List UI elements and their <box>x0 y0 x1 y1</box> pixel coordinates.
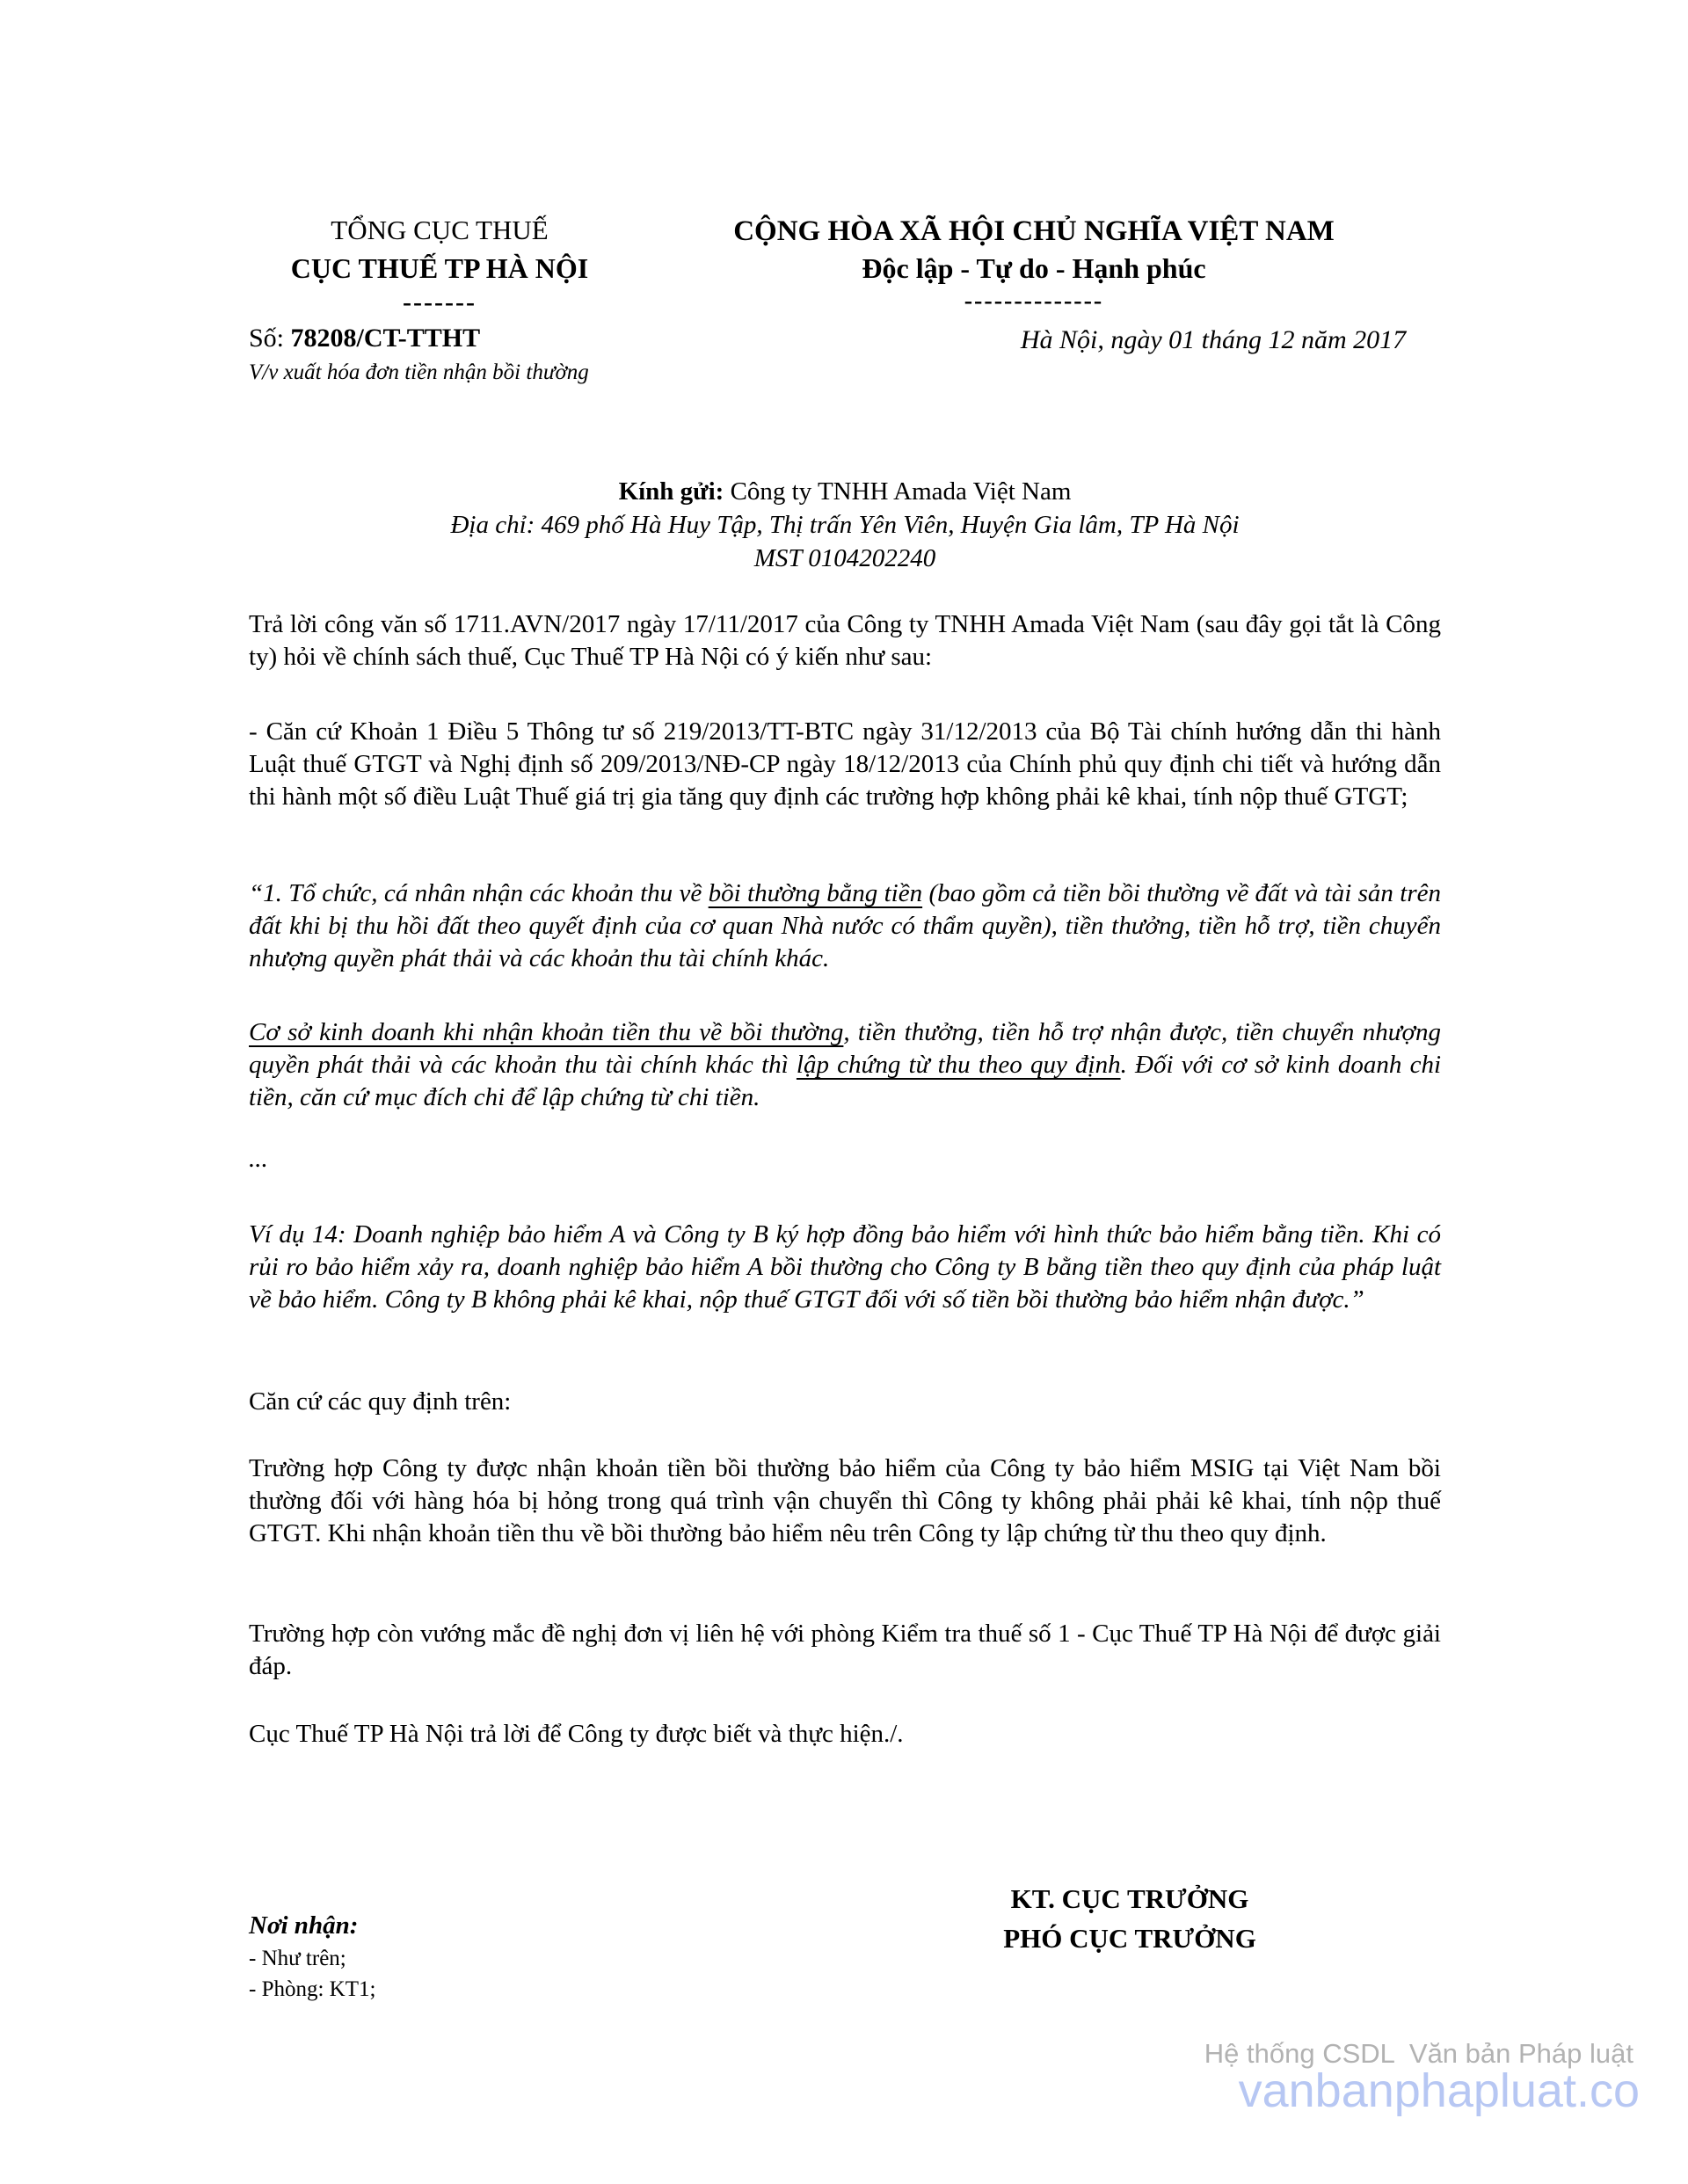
issuer-agency-name: CỤC THUẾ TP HÀ NỘI <box>290 252 589 284</box>
quote2-underlined-1: Cơ sở kinh doanh khi nhận khoản tiền thu về bồi thường <box>249 1018 844 1046</box>
national-divider: -------------- <box>964 288 1104 315</box>
recipients-block <box>249 1908 375 2005</box>
quote1-post: (bao gồm cả tiền bồi thường về đất và tài sản trên đất khi bị thu hồi đất theo quyết định của cơ quan Nhà nước có thẩm quyền), tiền thưởng, tiền hỗ trợ, tiền chuyển nhượng quyền phát thải và các khoản thu tài chính khác. <box>249 879 1441 972</box>
issuer-divider: ------- <box>403 288 477 317</box>
document-dateline: Hà Nội, ngày 01 tháng 12 năm 2017 <box>1020 325 1407 354</box>
paragraph-quote-1 <box>249 877 1441 975</box>
paragraph-legal-basis: - Căn cứ Khoản 1 Điều 5 Thông tư số 219/2013/TT-BTC ngày 31/12/2013 của Bộ Tài chính hướng dẫn thi hành Luật thuế GTGT và Nghị định số 209/2013/NĐ-CP ngày 18/12/2013 của Chính phủ quy định chi tiết và hướng dẫn thi hành một số điều Luật Thuế giá trị gia tăng quy định các trường hợp không phải kê khai, tính nộp thuế GTGT; <box>249 717 1441 811</box>
quote2-post: . Đối với cơ sở kinh doanh chi tiền, căn cứ mục đích chi để lập chứng từ chi tiền. <box>249 1051 1442 1111</box>
signature-title-2: PHÓ CỤC TRƯỞNG <box>1003 1923 1256 1954</box>
watermark-site-url: vanbanphapluat.co <box>1238 2064 1640 2117</box>
national-motto-slogan: Độc lập - Tự do - Hạnh phúc <box>862 252 1206 284</box>
quote1-pre: “1. Tổ chức, cá nhân nhận các khoản thu về <box>249 879 709 907</box>
document-number <box>249 322 480 355</box>
document-subject: V/v xuất hóa đơn tiền nhận bồi thường <box>249 360 589 384</box>
addressee-company-name: Công ty TNHH Amada Việt Nam <box>730 477 1072 506</box>
paragraph-based-on-rules: Căn cứ các quy định trên: <box>249 1387 512 1416</box>
addressee-salutation <box>249 475 1441 508</box>
national-motto-country: CỘNG HÒA XÃ HỘI CHỦ NGHĨA VIỆT NAM <box>733 215 1335 247</box>
document-number-label: Số: <box>249 324 291 353</box>
signature-block <box>910 1882 1350 1956</box>
issuer-header <box>211 214 668 317</box>
quote2-underlined-2: lập chứng từ thu theo quy định <box>796 1051 1121 1079</box>
paragraph-closing: Cục Thuế TP Hà Nội trả lời để Công ty được biết và thực hiện./. <box>249 1720 904 1748</box>
paragraph-example-14: Ví dụ 14: Doanh nghiệp bảo hiểm A và Công ty B ký hợp đồng bảo hiểm với hình thức bảo hiểm bằng tiền. Khi có rủi ro bảo hiểm xảy ra, doanh nghiệp bảo hiểm A bồi thường cho Công ty B bằng tiền theo quy định của pháp luật về bảo hiểm. Công ty B không phải kê khai, nộp thuế GTGT đối với số tiền bồi thường bảo hiểm nhận được.” <box>249 1220 1441 1314</box>
addressee-address: Địa chỉ: 469 phố Hà Huy Tập, Thị trấn Yên Viên, Huyện Gia lâm, TP Hà Nội <box>450 511 1240 539</box>
paragraph-reply-intro: Trả lời công văn số 1711.AVN/2017 ngày 17/11/2017 của Công ty TNHH Amada Việt Nam (sau đây gọi tắt là Công ty) hỏi về chính sách thuế, Cục Thuế TP Hà Nội có ý kiến như sau: <box>249 610 1441 671</box>
watermark-csdl-text: Hệ thống CSDL <box>1204 2038 1395 2069</box>
paragraph-contact-info: Trường hợp còn vướng mắc đề nghị đơn vị liên hệ với phòng Kiểm tra thuế số 1 - Cục Thuế TP Hà Nội để được giải đáp. <box>249 1620 1441 1680</box>
addressee-salutation-label: Kính gửi: <box>618 477 731 506</box>
quote2-mid: , tiền thưởng, tiền hỗ trợ nhận được, tiền chuyển nhượng quyền phát thải và các khoản thu tài chính khác thì <box>249 1018 1441 1079</box>
paragraph-ellipsis: ... <box>249 1145 268 1173</box>
paragraph-conclusion-msig: Trường hợp Công ty được nhận khoản tiền bồi thường bảo hiểm của Công ty bảo hiểm MSIG tại Việt Nam bồi thường đối với hàng hóa bị hỏng trong quá trình vận chuyển thì Công ty không phải phải kê khai, tính nộp thuế GTGT. Khi nhận khoản tiền thu về bồi thường bảo hiểm nêu trên Công ty lập chứng từ thu theo quy định. <box>249 1454 1441 1547</box>
national-header <box>721 214 1347 316</box>
signature-title-1: KT. CỤC TRƯỞNG <box>1010 1883 1249 1914</box>
paragraph-quote-2 <box>249 1016 1441 1114</box>
issuer-parent-agency: TỔNG CỤC THUẾ <box>331 215 549 245</box>
document-number-value: 78208/CT-TTHT <box>290 324 481 353</box>
recipients-label: Nơi nhận: <box>249 1911 359 1940</box>
quote1-underlined: bồi thường bằng tiền <box>708 879 923 907</box>
recipients-item-2: - Phòng: KT1; <box>249 1977 376 2001</box>
addressee-tax-code: MST 0104202240 <box>753 544 936 572</box>
watermark-vanban-text: Văn bản Pháp luật <box>1408 2038 1633 2069</box>
addressee-block <box>249 475 1441 575</box>
recipients-item-1: - Như trên; <box>249 1947 346 1970</box>
